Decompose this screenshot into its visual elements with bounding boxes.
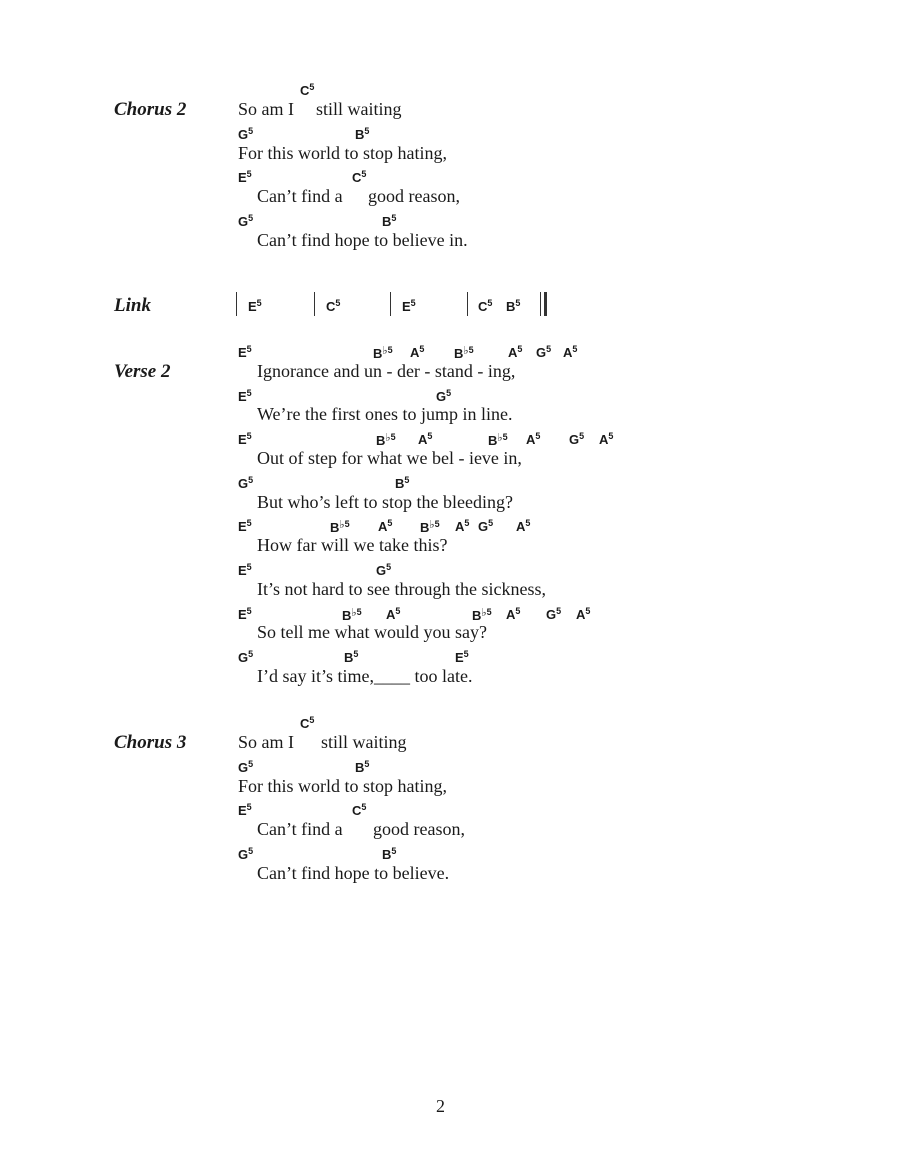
- chord: $A^5$: [386, 606, 401, 622]
- chord: $G^5$: [238, 213, 254, 229]
- lyric-line: Out of step for what we bel - ieve in,: [257, 448, 522, 468]
- barline: [390, 292, 391, 316]
- chord: $B^5$: [382, 213, 397, 229]
- chord: $A^5$: [418, 431, 433, 447]
- section-label: Chorus 3: [114, 732, 187, 753]
- chord: $E^5$: [238, 431, 252, 447]
- chord: $G^5$: [569, 431, 585, 447]
- chord: $C^5$: [478, 298, 493, 314]
- lyric-line: We’re the first ones to jump in line.: [257, 404, 513, 424]
- chord: $A^5$: [455, 518, 470, 534]
- chord: $B^{♭5}$: [330, 519, 350, 535]
- chord: $E^5$: [402, 298, 416, 314]
- chord: $B^{♭5}$: [488, 432, 508, 448]
- lyric-line: How far will we take this?: [257, 535, 448, 555]
- lyric-line: Ignorance and un - der - stand - ing,: [257, 361, 516, 381]
- lyric-line: Can’t find a: [257, 819, 343, 839]
- chord: $B^5$: [395, 475, 410, 491]
- lyric-line: For this world to stop hating,: [238, 776, 448, 796]
- lyric-line: It’s not hard to see through the sickness,: [257, 579, 546, 599]
- chord: $B^5$: [355, 126, 370, 142]
- chord: $G^5$: [238, 759, 254, 775]
- chord: $B^{♭5}$: [454, 345, 474, 361]
- chord: $A^5$: [508, 344, 523, 360]
- chord: $B^5$: [344, 649, 359, 665]
- section-label: Chorus 2: [114, 99, 187, 120]
- chord: $E^5$: [238, 802, 252, 818]
- chord: $B^5$: [506, 298, 521, 314]
- lyric-line: But who’s left to stop the bleeding?: [257, 492, 513, 512]
- chord: $A^5$: [378, 518, 393, 534]
- chord: $E^5$: [455, 649, 469, 665]
- chord: $G^5$: [536, 344, 552, 360]
- chord: $C^5$: [300, 82, 315, 98]
- chord: $A^5$: [526, 431, 541, 447]
- lyric-line: Can’t find hope to believe.: [257, 863, 450, 883]
- lyric-line: Can’t find hope to believe in.: [257, 230, 468, 250]
- chord: $E^5$: [248, 298, 262, 314]
- chord: $G^5$: [376, 562, 392, 578]
- chord: $G^5$: [238, 126, 254, 142]
- barline: [314, 292, 315, 316]
- section-label: Link: [114, 295, 151, 316]
- barline: [467, 292, 468, 316]
- lyric-line: For this world to stop hating,: [238, 143, 448, 163]
- chord: $E^5$: [238, 388, 252, 404]
- chord: $B^{♭5}$: [376, 432, 396, 448]
- chord: $C^5$: [300, 715, 315, 731]
- lyric-line: Can’t find a: [257, 186, 343, 206]
- chord: $A^5$: [599, 431, 614, 447]
- lyric-line: good reason,: [373, 819, 465, 839]
- chord: $C^5$: [352, 169, 367, 185]
- barline: [236, 292, 237, 316]
- barline: [540, 292, 541, 316]
- lyric-line: So tell me what would you say?: [257, 622, 487, 642]
- chord: $A^5$: [576, 606, 591, 622]
- chord: $B^{♭5}$: [420, 519, 440, 535]
- chord: $C^5$: [352, 802, 367, 818]
- chord: $A^5$: [516, 518, 531, 534]
- chord: $E^5$: [238, 606, 252, 622]
- chord: $G^5$: [238, 649, 254, 665]
- chord: $C^5$: [326, 298, 341, 314]
- chord: $E^5$: [238, 562, 252, 578]
- chord: $B^5$: [382, 846, 397, 862]
- chord: $A^5$: [563, 344, 578, 360]
- chord: $G^5$: [478, 518, 494, 534]
- chord: $G^5$: [238, 475, 254, 491]
- section-label: Verse 2: [114, 361, 171, 382]
- chord: $E^5$: [238, 344, 252, 360]
- chord: $E^5$: [238, 169, 252, 185]
- lyric-line: I’d say it’s time,____ too late.: [257, 666, 473, 686]
- chord: $A^5$: [506, 606, 521, 622]
- lyric-line: still waiting: [316, 99, 402, 119]
- page-number: 2: [436, 1096, 445, 1116]
- chord: $B^{♭5}$: [342, 607, 362, 623]
- lyric-line: So am I: [238, 99, 294, 119]
- lyric-line: So am I: [238, 732, 294, 752]
- lyric-line: good reason,: [368, 186, 460, 206]
- chord: $B^{♭5}$: [373, 345, 393, 361]
- chord: $G^5$: [546, 606, 562, 622]
- chord: $G^5$: [238, 846, 254, 862]
- chord: $B^5$: [355, 759, 370, 775]
- chord: $E^5$: [238, 518, 252, 534]
- chord: $A^5$: [410, 344, 425, 360]
- chord: $G^5$: [436, 388, 452, 404]
- lyric-line: still waiting: [321, 732, 407, 752]
- chord: $B^{♭5}$: [472, 607, 492, 623]
- final-barline: [544, 292, 547, 316]
